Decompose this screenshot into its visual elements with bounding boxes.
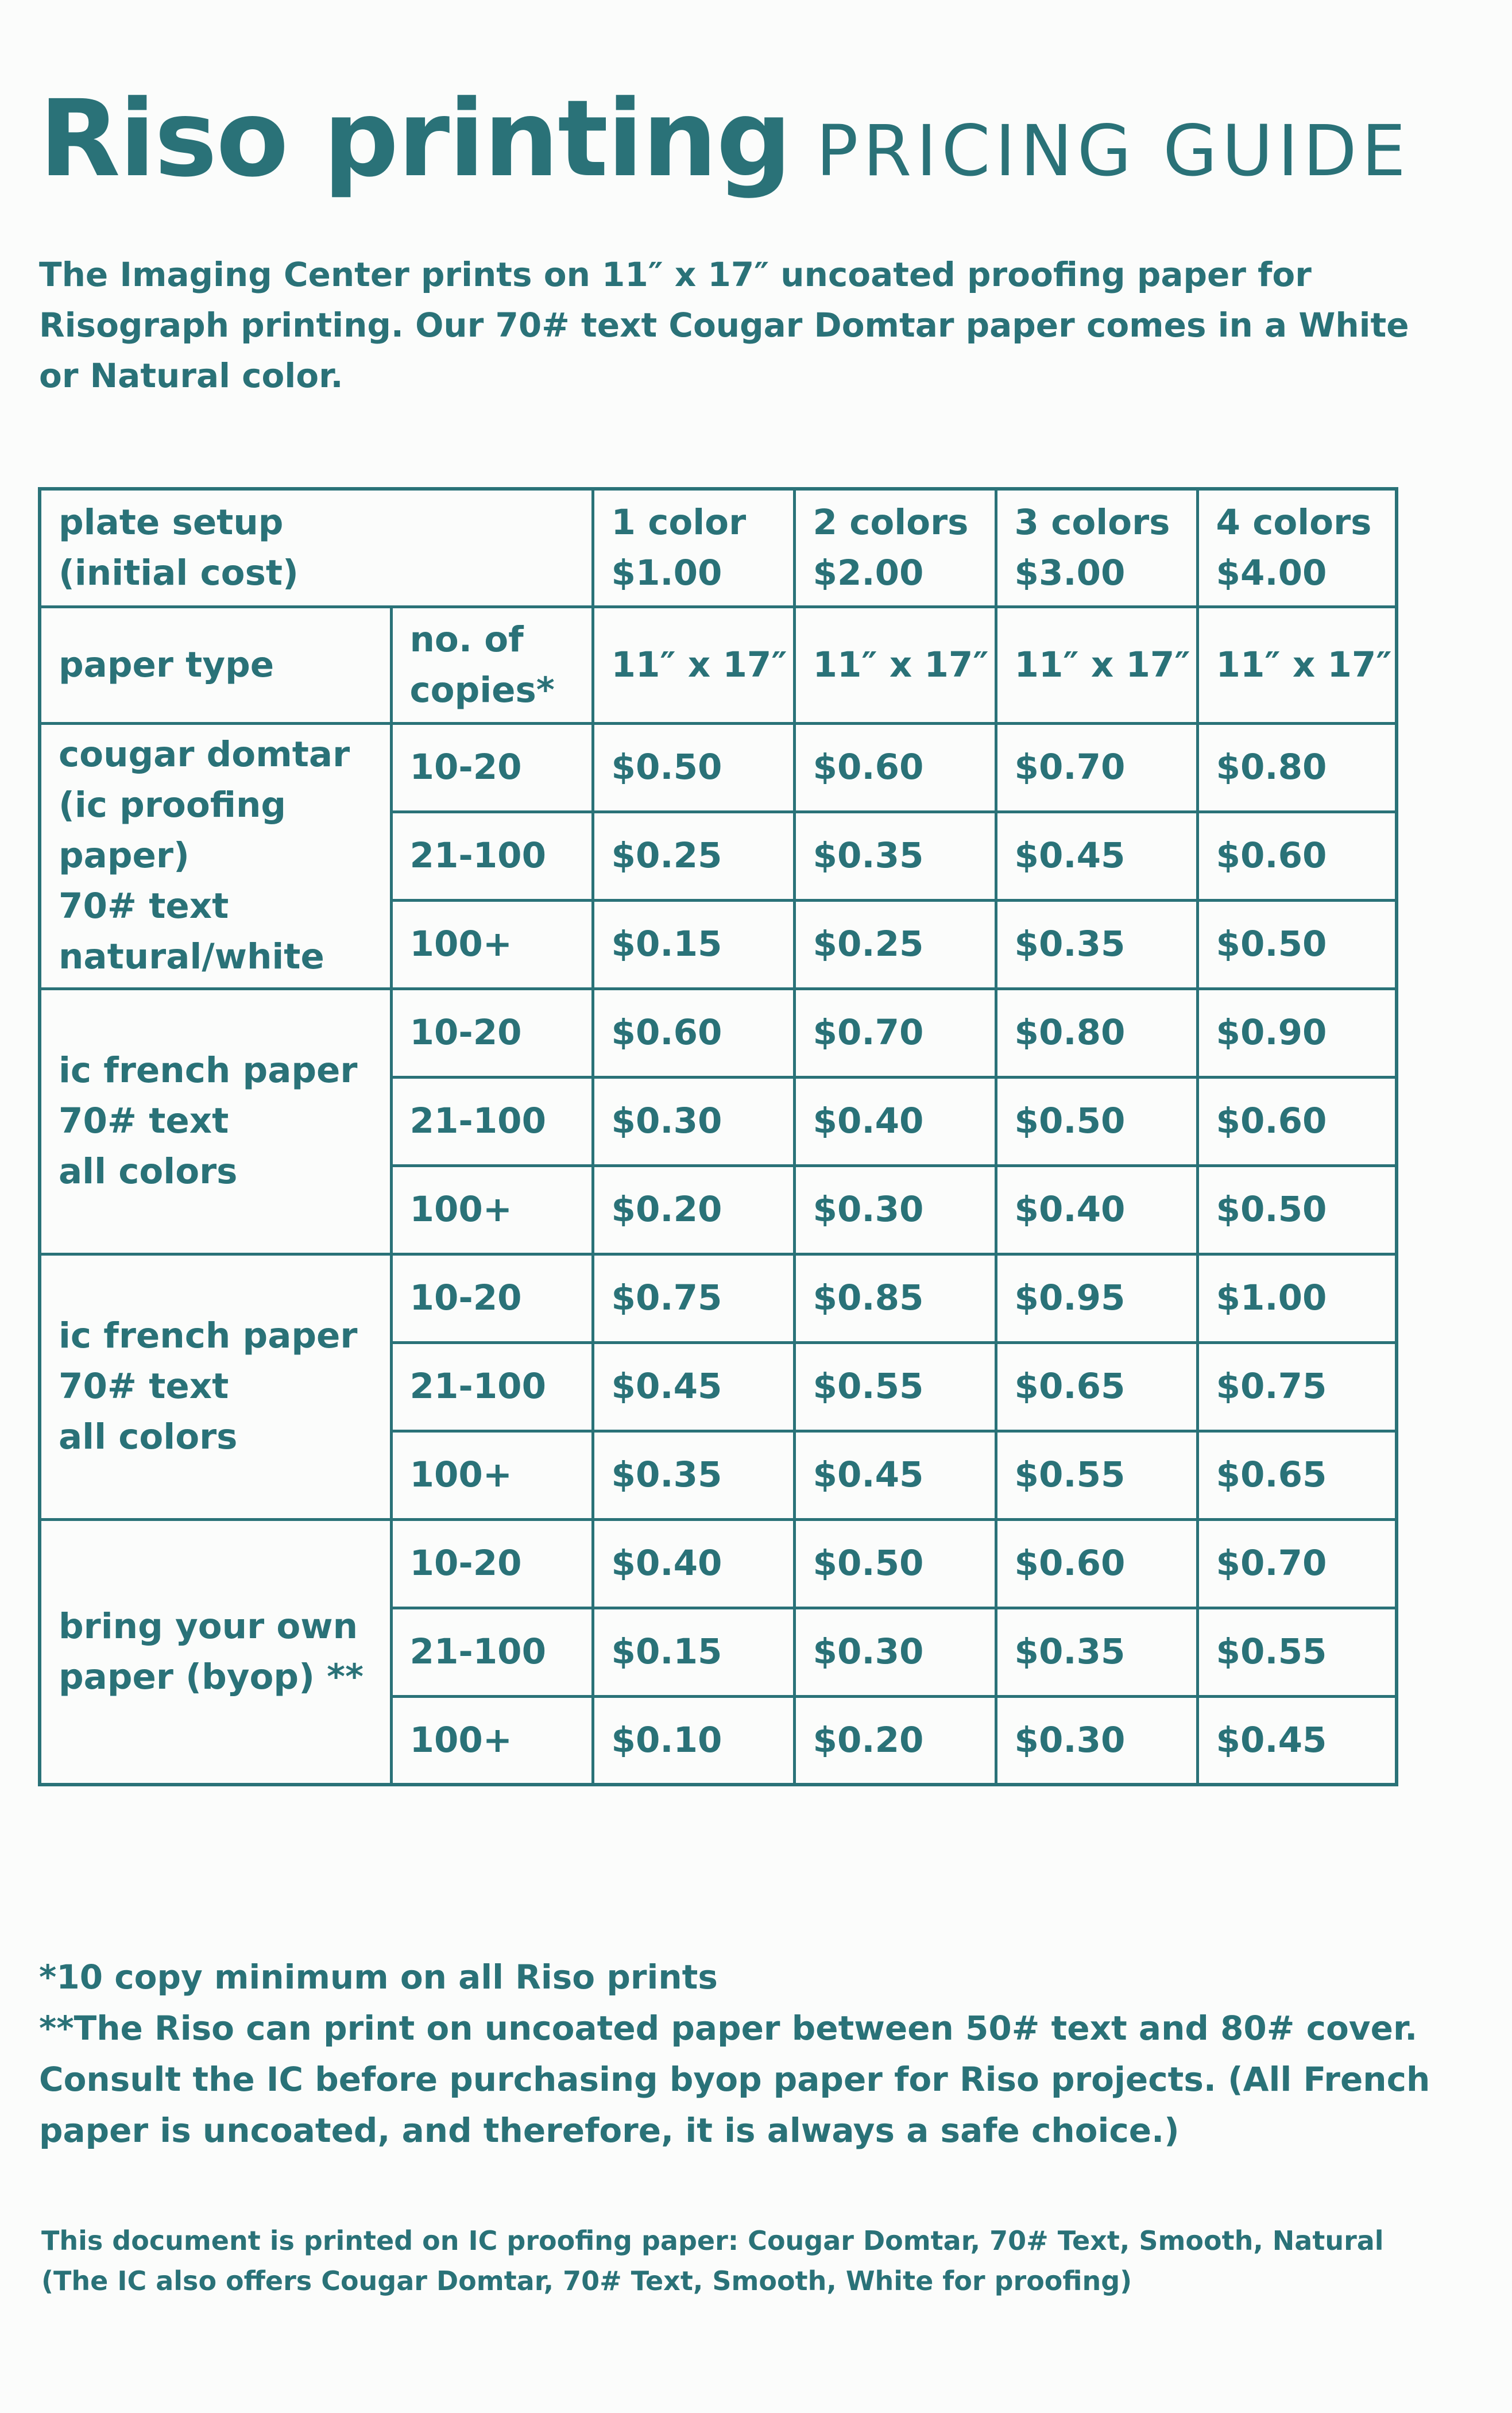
footnote-byop: **The Riso can print on uncoated paper between 50# text and 80# cover. Consult the IC before purchasing byop paper for Riso projects. (All French paper is uncoated, and therefore, it is always a safe choice.)	[39, 2009, 1430, 2150]
price-cell: $0.25	[794, 900, 996, 989]
copies-cell: 21-100	[391, 1608, 593, 1696]
price-cell: $0.55	[794, 1342, 996, 1431]
price-row	[40, 1254, 1397, 1342]
price-cell: $0.75	[1197, 1342, 1397, 1431]
colophon-line: (The IC also offers Cougar Domtar, 70# Text, Smooth, White for proofing)	[41, 2265, 1132, 2296]
price-cell: $0.35	[996, 900, 1197, 989]
price-cell: $0.35	[794, 812, 996, 900]
column-header-row	[40, 607, 1397, 723]
price-cell: $0.15	[593, 900, 794, 989]
paper-type-line: cougar domtar	[59, 734, 350, 775]
price-cell: $0.60	[1197, 1077, 1397, 1165]
copies-header-line: no. of	[409, 619, 524, 660]
copies-cell: 100+	[391, 1165, 593, 1254]
footnote-copy-minimum: *10 copy minimum on all Riso prints	[39, 1958, 718, 1997]
plate-setup-cost: $1.00	[611, 552, 722, 593]
paper-type-line: natural/white	[59, 936, 324, 977]
price-cell: $0.15	[593, 1608, 794, 1696]
price-cell: $0.40	[794, 1077, 996, 1165]
price-cell: $0.60	[996, 1519, 1197, 1608]
paper-type-line: all colors	[59, 1151, 238, 1192]
price-cell: $0.45	[794, 1431, 996, 1519]
price-cell: $0.75	[593, 1254, 794, 1342]
price-cell: $0.25	[593, 812, 794, 900]
paper-type-line: paper (byop) **	[59, 1656, 364, 1697]
paper-type-cell	[40, 1254, 391, 1519]
price-cell: $0.65	[1197, 1431, 1397, 1519]
plate-setup-cell	[794, 489, 996, 607]
price-cell: $0.30	[593, 1077, 794, 1165]
copies-header	[391, 607, 593, 723]
paper-type-line: 70# text	[59, 1101, 229, 1141]
price-cell: $0.40	[593, 1519, 794, 1608]
paper-size-header: 11″ x 17″	[996, 607, 1197, 723]
colophon	[41, 2221, 1384, 2301]
paper-size-header: 11″ x 17″	[1197, 607, 1397, 723]
price-cell: $0.95	[996, 1254, 1197, 1342]
plate-setup-cost: $2.00	[813, 552, 924, 593]
page-title	[39, 78, 1410, 200]
price-cell: $0.50	[794, 1519, 996, 1608]
paper-type-line: 70# text	[59, 1366, 229, 1407]
price-row	[40, 1519, 1397, 1608]
paper-type-cell	[40, 723, 391, 989]
price-cell: $0.30	[794, 1608, 996, 1696]
paper-type-line: (ic proofing paper)	[59, 785, 287, 876]
price-cell: $0.45	[996, 812, 1197, 900]
title-subtitle: PRICING GUIDE	[816, 110, 1410, 192]
paper-type-cell	[40, 989, 391, 1254]
price-cell: $0.20	[593, 1165, 794, 1254]
price-cell: $0.30	[794, 1165, 996, 1254]
price-cell: $0.70	[794, 989, 996, 1077]
intro-paragraph: The Imaging Center prints on 11″ x 17″ uncoated proofing paper for Risograph printing. Our 70# text Cougar Domtar paper comes in a White or Natural color.	[39, 255, 1409, 395]
paper-type-line: 70# text	[59, 886, 229, 926]
plate-setup-label	[40, 489, 593, 607]
plate-setup-cell	[593, 489, 794, 607]
color-count-label: 2 colors	[813, 501, 969, 543]
price-cell: $0.65	[996, 1342, 1197, 1431]
pricing-table	[38, 487, 1398, 1786]
price-row	[40, 989, 1397, 1077]
price-cell: $0.50	[996, 1077, 1197, 1165]
price-cell: $0.45	[1197, 1696, 1397, 1785]
price-cell: $0.70	[1197, 1519, 1397, 1608]
plate-setup-label-line: plate setup	[59, 501, 284, 543]
color-count-label: 3 colors	[1014, 501, 1170, 543]
price-cell: $0.80	[1197, 723, 1397, 812]
price-cell: $0.35	[996, 1608, 1197, 1696]
copies-cell: 10-20	[391, 1254, 593, 1342]
copies-cell: 10-20	[391, 989, 593, 1077]
price-cell: $0.60	[794, 723, 996, 812]
colophon-line: This document is printed on IC proofing paper: Cougar Domtar, 70# Text, Smooth, Natural	[41, 2225, 1384, 2256]
price-cell: $0.35	[593, 1431, 794, 1519]
title-main: Riso printing	[39, 78, 791, 200]
price-cell: $0.20	[794, 1696, 996, 1785]
price-cell: $0.45	[593, 1342, 794, 1431]
copies-cell: 10-20	[391, 723, 593, 812]
copies-cell: 21-100	[391, 812, 593, 900]
price-cell: $0.80	[996, 989, 1197, 1077]
price-cell: $0.85	[794, 1254, 996, 1342]
plate-setup-cost: $4.00	[1216, 552, 1327, 593]
price-cell: $0.60	[1197, 812, 1397, 900]
copies-cell: 21-100	[391, 1342, 593, 1431]
price-cell: $1.00	[1197, 1254, 1397, 1342]
paper-type-line: all colors	[59, 1416, 238, 1457]
copies-cell: 100+	[391, 900, 593, 989]
paper-type-line: ic french paper	[59, 1050, 358, 1091]
price-row	[40, 723, 1397, 812]
price-cell: $0.10	[593, 1696, 794, 1785]
paper-size-header: 11″ x 17″	[794, 607, 996, 723]
paper-type-header: paper type	[40, 607, 391, 723]
price-cell: $0.60	[593, 989, 794, 1077]
plate-setup-label-line: (initial cost)	[59, 552, 299, 593]
color-count-label: 1 color	[611, 501, 747, 543]
paper-type-line: bring your own	[59, 1605, 358, 1647]
plate-setup-row	[40, 489, 1397, 607]
price-cell: $0.50	[1197, 900, 1397, 989]
paper-type-cell	[40, 1519, 391, 1785]
price-cell: $0.50	[593, 723, 794, 812]
paper-type-line: ic french paper	[59, 1315, 358, 1356]
price-cell: $0.70	[996, 723, 1197, 812]
price-cell: $0.50	[1197, 1165, 1397, 1254]
plate-setup-cell	[996, 489, 1197, 607]
plate-setup-cost: $3.00	[1014, 552, 1126, 593]
color-count-label: 4 colors	[1216, 501, 1372, 543]
price-cell: $0.40	[996, 1165, 1197, 1254]
copies-cell: 100+	[391, 1431, 593, 1519]
copies-cell: 10-20	[391, 1519, 593, 1608]
paper-size-header: 11″ x 17″	[593, 607, 794, 723]
footnotes	[39, 1952, 1440, 2156]
copies-cell: 21-100	[391, 1077, 593, 1165]
price-cell: $0.55	[1197, 1608, 1397, 1696]
price-cell: $0.90	[1197, 989, 1397, 1077]
copies-header-line: copies*	[409, 669, 555, 711]
copies-cell: 100+	[391, 1696, 593, 1785]
price-cell: $0.30	[996, 1696, 1197, 1785]
price-cell: $0.55	[996, 1431, 1197, 1519]
plate-setup-cell	[1197, 489, 1397, 607]
